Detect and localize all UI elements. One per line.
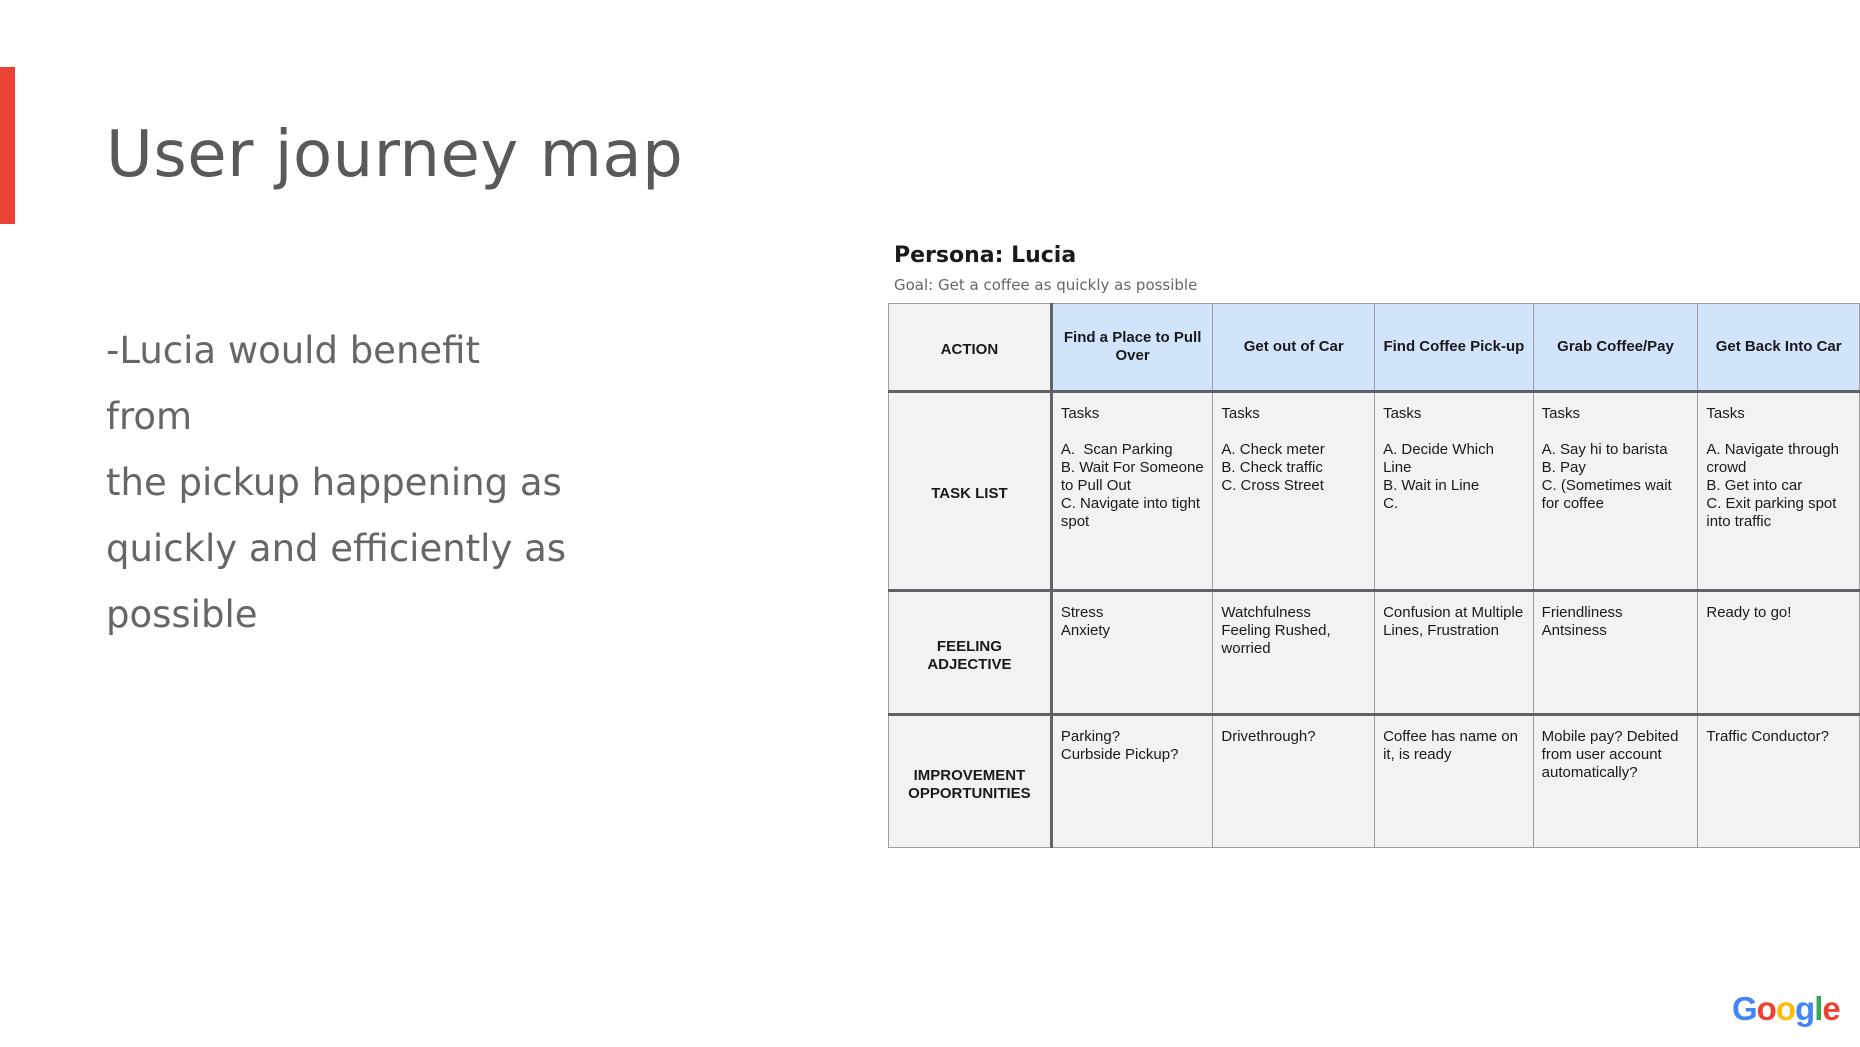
table-cell	[1051, 392, 1213, 591]
cell-text: Ready to go!	[1706, 604, 1792, 621]
logo-letter: o	[1756, 990, 1776, 1027]
table-cell	[1698, 591, 1860, 715]
table-cell	[1533, 715, 1698, 848]
cell-text: Friendliness Antsiness	[1541, 604, 1623, 639]
journey-map-table	[888, 303, 1860, 848]
logo-letter: o	[1775, 990, 1796, 1027]
table-header-row	[889, 304, 1860, 392]
table-cell	[1698, 715, 1860, 848]
column-header: Find Coffee Pick-up	[1375, 304, 1534, 392]
cell-text: Stress Anxiety	[1060, 604, 1111, 639]
logo-letter: g	[1795, 990, 1815, 1027]
slide-body	[106, 318, 576, 648]
google-logo	[1732, 990, 1840, 1028]
body-line: the pickup happening as	[106, 461, 562, 504]
table-cell	[1533, 392, 1698, 591]
table-cell	[1375, 591, 1534, 715]
persona-title: Persona: Lucia	[894, 243, 1077, 268]
table-cell	[1051, 591, 1213, 715]
body-line: quickly and efficiently as	[106, 527, 567, 570]
cell-text: Mobile pay? Debited from user account automatically?	[1541, 728, 1683, 781]
cell-text: Watchfulness Feeling Rushed, worried	[1221, 604, 1331, 657]
table-cell	[1051, 715, 1213, 848]
cell-text: Drivethrough?	[1221, 728, 1316, 745]
logo-letter: G	[1732, 990, 1757, 1027]
row-header: FEELING ADJECTIVE	[889, 591, 1052, 715]
table-cell	[1375, 715, 1534, 848]
column-header: Find a Place to Pull Over	[1051, 304, 1213, 392]
persona-goal: Goal: Get a coffee as quickly as possible	[894, 276, 1198, 294]
table-cell	[1213, 392, 1375, 591]
cell-text: Tasks A. Say hi to barista B. Pay C. (Sometimes wait for coffee	[1541, 405, 1672, 512]
logo-letter: e	[1822, 990, 1840, 1027]
cell-text: Tasks A. Scan Parking B. Wait For Someone to Pull Out C. Navigate into tight spot	[1060, 405, 1204, 530]
row-header: IMPROVEMENT OPPORTUNITIES	[889, 715, 1052, 848]
column-header-action: ACTION	[889, 304, 1052, 392]
column-header: Get Back Into Car	[1698, 304, 1860, 392]
table-cell	[1213, 715, 1375, 848]
cell-text: Tasks A. Check meter B. Check traffic C. Cross Street	[1221, 405, 1325, 494]
logo-letter: l	[1814, 990, 1823, 1027]
table-row	[889, 715, 1860, 848]
accent-bar	[0, 67, 15, 224]
cell-text: Traffic Conductor?	[1706, 728, 1829, 745]
table-cell	[1213, 591, 1375, 715]
table-row	[889, 392, 1860, 591]
table-row	[889, 591, 1860, 715]
column-header: Grab Coffee/Pay	[1533, 304, 1698, 392]
cell-text: Tasks A. Decide Which Line B. Wait in Line C.	[1383, 405, 1494, 512]
column-header: Get out of Car	[1213, 304, 1375, 392]
cell-text: Parking? Curbside Pickup?	[1060, 728, 1179, 763]
cell-text: Coffee has name on it, is ready	[1383, 728, 1523, 763]
body-line: possible	[106, 593, 258, 636]
table-cell	[1375, 392, 1534, 591]
row-header: TASK LIST	[889, 392, 1052, 591]
table-cell	[1698, 392, 1860, 591]
cell-text: Confusion at Multiple Lines, Frustration	[1383, 604, 1528, 639]
slide-title: User journey map	[106, 118, 684, 192]
table-cell	[1533, 591, 1698, 715]
body-line: -Lucia would benefit from	[106, 329, 480, 438]
cell-text: Tasks A. Navigate through crowd B. Get into car C. Exit parking spot into traffic	[1706, 405, 1839, 530]
